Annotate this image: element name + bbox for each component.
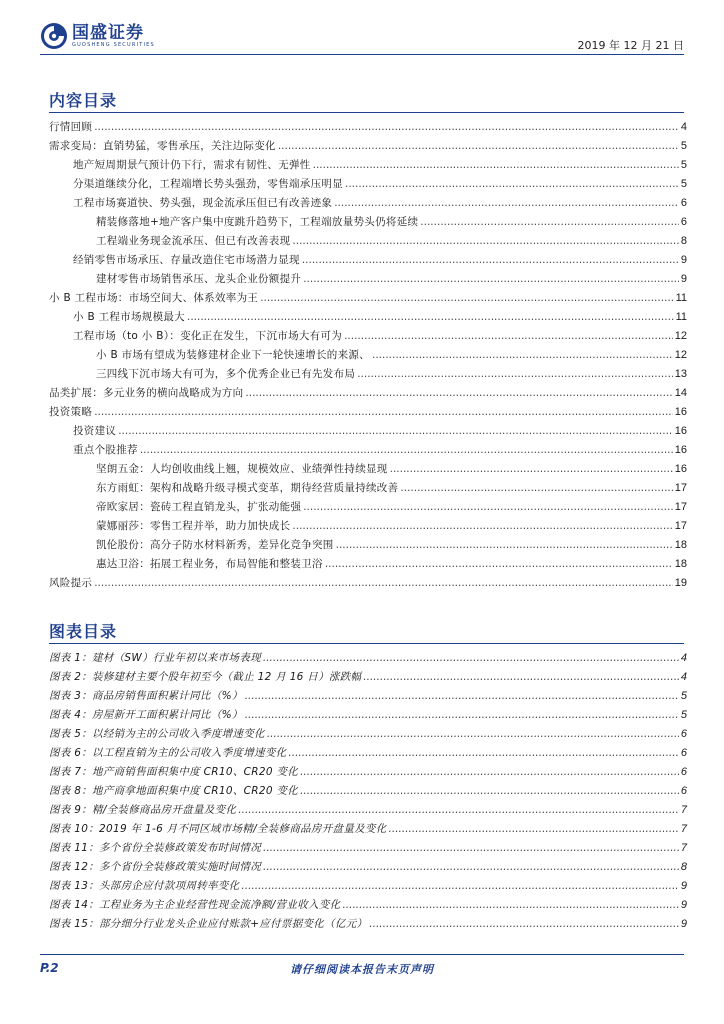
toc-entry[interactable] bbox=[49, 555, 687, 574]
toc-entry-page: 4 bbox=[680, 121, 687, 133]
toc-entry-label: 凯伦股份：高分子防水材料新秀，差异化竞争突围 bbox=[96, 539, 334, 551]
figure-entry-label: 图表 5：以经销为主的公司收入季度增速变化 bbox=[49, 728, 265, 740]
figure-entry-label: 图表 6：以工程直销为主的公司收入季度增速变化 bbox=[49, 747, 287, 759]
toc-entry-leader bbox=[313, 156, 679, 175]
toc-title-divider bbox=[49, 112, 684, 113]
toc-entry[interactable] bbox=[49, 403, 687, 422]
figure-entry[interactable] bbox=[49, 706, 687, 725]
figure-entry-leader bbox=[342, 896, 678, 915]
toc-entry-page: 18 bbox=[674, 539, 687, 551]
toc-list bbox=[49, 118, 687, 593]
figure-entry-page: 7 bbox=[680, 804, 687, 816]
figure-entry-leader bbox=[263, 839, 679, 858]
toc-entry-page: 14 bbox=[674, 387, 687, 399]
toc-entry-page: 17 bbox=[674, 520, 687, 532]
toc-entry-page: 8 bbox=[680, 235, 687, 247]
figure-entry[interactable] bbox=[49, 668, 687, 687]
toc-entry-leader bbox=[94, 574, 673, 593]
figure-entry-leader bbox=[389, 820, 679, 839]
company-logo bbox=[40, 22, 155, 50]
figure-entry[interactable] bbox=[49, 858, 687, 877]
figure-entry[interactable] bbox=[49, 915, 687, 934]
toc-entry-page: 6 bbox=[680, 216, 687, 228]
figure-entry-label: 图表 12：多个省份全装修政策实施时间情况 bbox=[49, 861, 261, 873]
toc-entry[interactable] bbox=[49, 251, 687, 270]
toc-entry-page: 12 bbox=[674, 330, 687, 342]
toc-entry-page: 5 bbox=[680, 159, 687, 171]
toc-entry-leader bbox=[372, 346, 673, 365]
toc-entry-leader bbox=[245, 384, 672, 403]
figure-entry-leader bbox=[245, 706, 679, 725]
figure-entry-page: 9 bbox=[680, 899, 687, 911]
toc-entry-leader bbox=[292, 232, 678, 251]
figure-entry-leader bbox=[363, 668, 679, 687]
toc-entry-page: 16 bbox=[674, 425, 687, 437]
toc-entry-page: 11 bbox=[675, 311, 687, 323]
toc-entry[interactable] bbox=[49, 270, 687, 289]
figure-entry-page: 7 bbox=[680, 842, 687, 854]
toc-entry-label: 行情回顾 bbox=[49, 121, 93, 133]
figure-entry-leader bbox=[300, 782, 679, 801]
toc-entry[interactable] bbox=[49, 422, 687, 441]
figure-entry-page: 4 bbox=[680, 652, 687, 664]
figure-entry-page: 6 bbox=[680, 766, 687, 778]
figure-entry-page: 8 bbox=[680, 861, 687, 873]
toc-entry-label: 工程端业务现金流承压、但已有改善表现 bbox=[96, 235, 291, 247]
toc-entry-leader bbox=[140, 441, 673, 460]
figure-entry-leader bbox=[238, 801, 679, 820]
figure-entry[interactable] bbox=[49, 687, 687, 706]
figure-entry-page: 6 bbox=[680, 728, 687, 740]
toc-entry-label: 投资建议 bbox=[73, 425, 117, 437]
figure-entry-page: 6 bbox=[680, 747, 687, 759]
toc-entry-leader bbox=[357, 365, 673, 384]
figure-entry[interactable] bbox=[49, 839, 687, 858]
toc-entry[interactable] bbox=[49, 498, 687, 517]
toc-entry-label: 三四线下沉市场大有可为，多个优秀企业已有先发布局 bbox=[96, 368, 356, 380]
toc-entry-page: 17 bbox=[674, 482, 687, 494]
toc-entry-leader bbox=[302, 251, 679, 270]
toc-entry-leader bbox=[325, 555, 673, 574]
figure-entry-label: 图表 7：地产商销售面积集中度 CR10、CR20 变化 bbox=[49, 766, 299, 778]
figure-entry-label: 图表 8：地产商拿地面积集中度 CR10、CR20 变化 bbox=[49, 785, 299, 797]
toc-entry[interactable] bbox=[49, 384, 687, 403]
toc-entry[interactable] bbox=[49, 574, 687, 593]
figure-entry-label: 图表 11：多个省份全装修政策发布时间情况 bbox=[49, 842, 261, 854]
toc-entry[interactable] bbox=[49, 479, 687, 498]
figure-entry[interactable] bbox=[49, 649, 687, 668]
logo-name-en: GUOSHENG SECURITIES bbox=[72, 41, 155, 48]
figure-entry[interactable] bbox=[49, 820, 687, 839]
toc-entry-label: 品类扩展：多元业务的横向战略成为方向 bbox=[49, 387, 244, 399]
toc-entry-page: 17 bbox=[674, 501, 687, 513]
toc-entry-label: 东方雨虹：架构和战略升级寻模式变革，期待经营质量持续改善 bbox=[96, 482, 399, 494]
page-number: P.2 bbox=[40, 961, 59, 975]
toc-entry-label: 蒙娜丽莎：零售工程并举，助力加快成长 bbox=[96, 520, 291, 532]
logo-emblem-icon bbox=[40, 22, 68, 50]
figure-entry-leader bbox=[263, 649, 679, 668]
toc-entry-label: 风险提示 bbox=[49, 577, 93, 589]
toc-entry-page: 16 bbox=[674, 406, 687, 418]
toc-entry-page: 12 bbox=[674, 349, 687, 361]
figure-entry-leader bbox=[369, 915, 679, 934]
figure-entry-label: 图表 15：部分细分行业龙头企业应付账款+应付票据变化（亿元） bbox=[49, 918, 368, 930]
toc-entry-label: 投资策略 bbox=[49, 406, 93, 418]
toc-entry-label: 地产短周期景气预计仍下行，需求有韧性、无弹性 bbox=[73, 159, 311, 171]
toc-entry-label: 精装修落地+地产客户集中度跳升趋势下，工程端放量势头仍将延续 bbox=[96, 216, 419, 228]
toc-entry[interactable] bbox=[49, 308, 687, 327]
toc-entry-label: 小 B 工程市场规模最大 bbox=[73, 311, 185, 323]
toc-entry[interactable] bbox=[49, 118, 687, 137]
toc-entry-page: 6 bbox=[680, 197, 687, 209]
figures-list bbox=[49, 649, 687, 934]
figure-entry-page: 9 bbox=[680, 918, 687, 930]
toc-entry-label: 工程市场（to 小 B）：变化正在发生，下沉市场大有可为 bbox=[73, 330, 343, 342]
toc-entry-label: 重点个股推荐 bbox=[73, 444, 138, 456]
figure-entry-page: 4 bbox=[680, 671, 687, 683]
toc-entry-label: 小 B 工程市场：市场空间大、体系效率为王 bbox=[49, 292, 259, 304]
toc-entry-leader bbox=[260, 289, 673, 308]
figure-entry[interactable] bbox=[49, 877, 687, 896]
footer-disclaimer: 请仔细阅读本报告末页声明 bbox=[290, 963, 434, 976]
toc-entry-leader bbox=[344, 327, 673, 346]
figure-entry-page: 7 bbox=[680, 823, 687, 835]
header-divider bbox=[40, 54, 684, 55]
toc-entry-leader bbox=[187, 308, 674, 327]
toc-entry-label: 帝欧家居：瓷砖工程直销龙头，扩张动能强 bbox=[96, 501, 302, 513]
toc-entry-page: 16 bbox=[674, 444, 687, 456]
toc-entry-label: 小 B 市场有望成为装修建材企业下一轮快速增长的来源、 bbox=[96, 349, 370, 361]
figure-entry-label: 图表 13：头部房企应付款项周转率变化 bbox=[49, 880, 240, 892]
figure-entry[interactable] bbox=[49, 896, 687, 915]
toc-entry-page: 13 bbox=[674, 368, 687, 380]
toc-entry-leader bbox=[94, 403, 673, 422]
toc-title: 内容目录 bbox=[49, 91, 118, 110]
report-date: 2019 年 12 月 21 日 bbox=[577, 39, 684, 52]
toc-entry[interactable] bbox=[49, 536, 687, 555]
toc-entry-leader bbox=[334, 194, 679, 213]
figure-entry[interactable] bbox=[49, 725, 687, 744]
figure-entry[interactable] bbox=[49, 744, 687, 763]
figure-entry-label: 图表 4：房屋新开工面积累计同比（%） bbox=[49, 709, 243, 721]
toc-entry-leader bbox=[336, 536, 673, 555]
toc-entry-leader bbox=[278, 137, 679, 156]
toc-entry-page: 19 bbox=[674, 577, 687, 589]
toc-entry-page: 5 bbox=[680, 140, 687, 152]
figure-entry[interactable] bbox=[49, 763, 687, 782]
figure-entry[interactable] bbox=[49, 782, 687, 801]
toc-entry-leader bbox=[292, 517, 672, 536]
figures-title-divider bbox=[49, 643, 684, 644]
toc-entry-leader bbox=[94, 118, 679, 137]
toc-entry-label: 经销零售市场承压、存量改造住宅市场潜力显现 bbox=[73, 254, 300, 266]
figure-entry-label: 图表 2：装修建材主要个股年初至今（截止 12 月 16 日）涨跌幅 bbox=[49, 671, 362, 683]
toc-entry[interactable] bbox=[49, 289, 687, 308]
toc-entry-label: 坚朗五金：人均创收曲线上翘，规模效应、业绩弹性持续显现 bbox=[96, 463, 388, 475]
toc-entry[interactable] bbox=[49, 137, 687, 156]
logo-name-cn: 国盛证券 bbox=[72, 22, 144, 43]
figure-entry[interactable] bbox=[49, 801, 687, 820]
toc-entry-page: 16 bbox=[674, 463, 687, 475]
toc-entry-page: 9 bbox=[680, 273, 687, 285]
figure-entry-label: 图表 9：精/全装修商品房开盘量及变化 bbox=[49, 804, 237, 816]
toc-entry-leader bbox=[390, 460, 673, 479]
toc-entry-page: 11 bbox=[675, 292, 687, 304]
figure-entry-leader bbox=[245, 687, 679, 706]
page-header bbox=[0, 0, 724, 60]
toc-entry-page: 18 bbox=[674, 558, 687, 570]
toc-entry-label: 惠达卫浴：拓展工程业务，布局智能和整装卫浴 bbox=[96, 558, 323, 570]
figures-title: 图表目录 bbox=[49, 622, 118, 641]
toc-entry-page: 5 bbox=[680, 178, 687, 190]
toc-entry-label: 工程市场赛道快、势头强，现金流承压但已有改善迹象 bbox=[73, 197, 333, 209]
figure-entry-label: 图表 14：工程业务为主企业经营性现金流净额/营业收入变化 bbox=[49, 899, 341, 911]
toc-entry[interactable] bbox=[49, 232, 687, 251]
toc-entry-leader bbox=[400, 479, 672, 498]
toc-entry-label: 分渠道继续分化，工程端增长势头强劲，零售端承压明显 bbox=[73, 178, 343, 190]
figure-entry-page: 6 bbox=[680, 785, 687, 797]
figure-entry-leader bbox=[288, 744, 678, 763]
figure-entry-label: 图表 1：建材（SW）行业年初以来市场表现 bbox=[49, 652, 261, 664]
toc-entry-page: 9 bbox=[680, 254, 687, 266]
toc-entry-leader bbox=[303, 498, 673, 517]
toc-entry[interactable] bbox=[49, 365, 687, 384]
toc-entry[interactable] bbox=[49, 327, 687, 346]
toc-entry[interactable] bbox=[49, 156, 687, 175]
figure-entry-label: 图表 10：2019 年 1-6 月不同区域市场精/全装修商品房开盘量及变化 bbox=[49, 823, 387, 835]
toc-entry-leader bbox=[345, 175, 679, 194]
figure-entry-leader bbox=[241, 877, 678, 896]
figure-entry-page: 5 bbox=[680, 690, 687, 702]
toc-entry[interactable] bbox=[49, 517, 687, 536]
toc-entry-leader bbox=[303, 270, 679, 289]
figure-entry-leader bbox=[300, 763, 679, 782]
figure-entry-leader bbox=[267, 725, 679, 744]
toc-entry-label: 需求变局：直销势猛，零售承压，关注边际变化 bbox=[49, 140, 276, 152]
toc-entry[interactable] bbox=[49, 175, 687, 194]
toc-entry-label: 建材零售市场销售承压、龙头企业份额提升 bbox=[96, 273, 302, 285]
toc-entry-leader bbox=[420, 213, 679, 232]
figure-entry-page: 9 bbox=[680, 880, 687, 892]
toc-entry[interactable] bbox=[49, 346, 687, 365]
figure-entry-label: 图表 3：商品房销售面积累计同比（%） bbox=[49, 690, 243, 702]
figure-entry-leader bbox=[263, 858, 679, 877]
toc-entry[interactable] bbox=[49, 194, 687, 213]
footer-divider bbox=[40, 954, 684, 955]
toc-entry[interactable] bbox=[49, 460, 687, 479]
toc-entry-leader bbox=[118, 422, 673, 441]
toc-entry[interactable] bbox=[49, 441, 687, 460]
toc-entry[interactable] bbox=[49, 213, 687, 232]
figure-entry-page: 5 bbox=[680, 709, 687, 721]
